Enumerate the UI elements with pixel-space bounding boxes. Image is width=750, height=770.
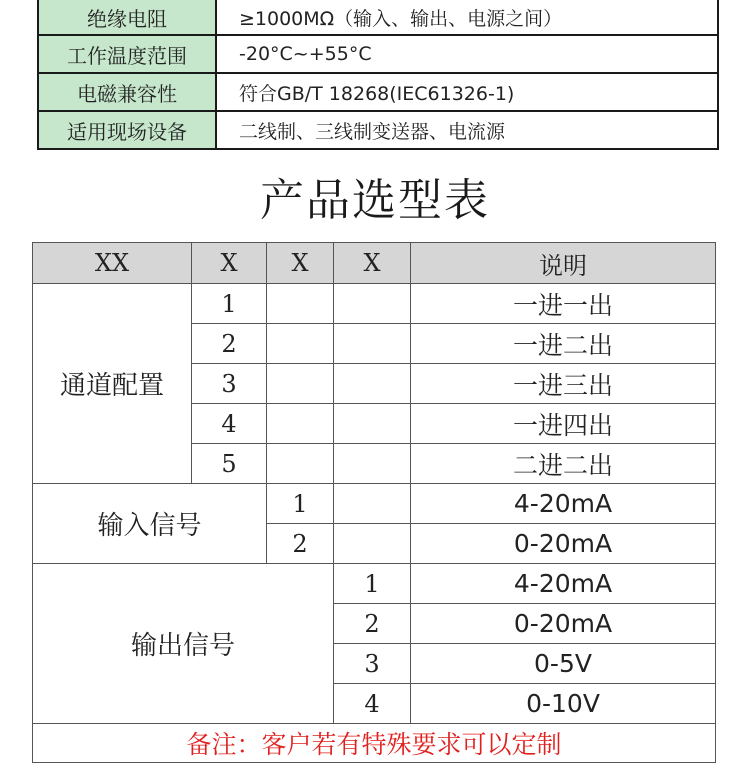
header-cell: XX [33,243,192,284]
code-cell: 3 [192,364,267,404]
description-cell: 0-5V [411,644,716,684]
empty-cell [267,364,334,404]
empty-cell [334,524,411,564]
description-cell: 0-20mA [411,604,716,644]
spec-row [38,73,718,111]
table-row [33,284,716,324]
description-cell: 一进三出 [411,364,716,404]
description-cell: 0-20mA [411,524,716,564]
code-cell: 3 [334,644,411,684]
code-cell: 5 [192,444,267,484]
description-cell: 4-20mA [411,484,716,524]
code-cell: 2 [267,524,334,564]
code-cell: 4 [334,684,411,724]
group-label: 通道配置 [33,284,192,484]
code-cell: 1 [267,484,334,524]
description-cell: 一进四出 [411,404,716,444]
code-cell: 2 [192,324,267,364]
empty-cell [267,284,334,324]
code-cell: 1 [334,564,411,604]
description-cell: 4-20mA [411,564,716,604]
header-cell: X [192,243,267,284]
description-cell: 一进二出 [411,324,716,364]
spec-label: 电磁兼容性 [38,73,216,111]
spec-label: 适用现场设备 [38,111,216,149]
spec-row [38,111,718,149]
header-cell: X [267,243,334,284]
spec-value: ≥1000MΩ（输入、输出、电源之间） [216,0,718,35]
spec-label: 工作温度范围 [38,35,216,73]
code-cell: 4 [192,404,267,444]
description-cell: 0-10V [411,684,716,724]
empty-cell [334,444,411,484]
code-cell: 2 [334,604,411,644]
empty-cell [334,284,411,324]
table-row [33,484,716,524]
group-label: 输出信号 [33,564,334,724]
spec-row [38,0,718,35]
empty-cell [334,324,411,364]
spec-value: 二线制、三线制变送器、电流源 [216,111,718,149]
spec-table [37,0,719,150]
header-cell: X [334,243,411,284]
empty-cell [334,404,411,444]
empty-cell [267,324,334,364]
table-row [33,564,716,604]
header-row [33,243,716,284]
code-cell: 1 [192,284,267,324]
spec-value: 符合GB/T 18268(IEC61326-1) [216,73,718,111]
note-row [33,724,716,763]
empty-cell [267,444,334,484]
spec-label: 绝缘电阻 [38,0,216,35]
page-title: 产品选型表 [260,175,490,226]
empty-cell [334,364,411,404]
empty-cell [334,484,411,524]
header-cell: 说明 [411,243,716,284]
spec-value: -20°C~+55°C [216,35,718,73]
selection-table [32,242,716,763]
spec-row [38,35,718,73]
description-cell: 二进二出 [411,444,716,484]
empty-cell [267,404,334,444]
group-label: 输入信号 [33,484,267,564]
description-cell: 一进一出 [411,284,716,324]
note-text: 备注：客户若有特殊要求可以定制 [33,724,716,763]
